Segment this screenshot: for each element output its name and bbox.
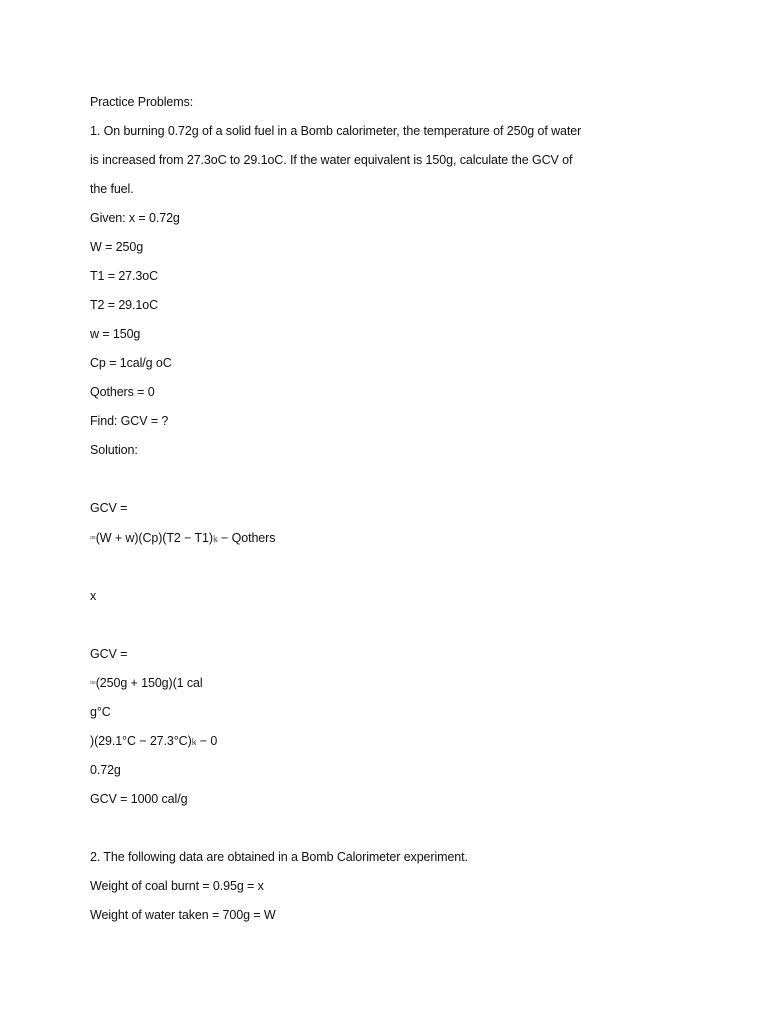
given-x: Given: x = 0.72g — [90, 211, 180, 225]
problem2-line1: 2. The following data are obtained in a Bomb Calorimeter experiment. — [90, 850, 468, 864]
formula-mid-glyph: ꝃ — [212, 533, 218, 544]
gcv-label-1: GCV = — [90, 501, 128, 515]
problem2-coal: Weight of coal burnt = 0.95g = x — [90, 879, 264, 893]
substitution-line-2: g°C — [90, 705, 111, 719]
formula-prefix-glyph: ꟹ — [90, 533, 96, 544]
given-w: w = 150g — [90, 327, 141, 341]
problem1-line1: 1. On burning 0.72g of a solid fuel in a Bomb calorimeter, the temperature of 250g of water — [90, 124, 582, 138]
heading: Practice Problems: — [90, 95, 194, 109]
formula-denominator: x — [90, 589, 97, 603]
problem1-line2: is increased from 27.3oC to 29.1oC. If the water equivalent is 150g, calculate the GCV of — [90, 153, 573, 167]
formula-suffix: − Qothers — [221, 531, 276, 545]
problem2-water: Weight of water taken = 700g = W — [90, 908, 276, 922]
given-T1: T1 = 27.3oC — [90, 269, 159, 283]
sub-line1-glyph: ꟹ — [90, 678, 96, 689]
given-W: W = 250g — [90, 240, 144, 254]
solution-label: Solution: — [90, 443, 138, 457]
sub-line3-suffix: − 0 — [199, 734, 218, 748]
sub-line3-glyph: ꝃ — [191, 736, 197, 747]
sub-line1-text: (250g + 150g)(1 cal — [95, 676, 203, 690]
gcv-formula — [90, 530, 275, 547]
gcv-label-2: GCV = — [90, 647, 128, 661]
substitution-denominator: 0.72g — [90, 763, 121, 777]
substitution-line-3 — [90, 733, 217, 750]
substitution-line-1 — [90, 675, 203, 692]
given-Cp: Cp = 1cal/g oC — [90, 356, 172, 370]
problem1-line3: the fuel. — [90, 182, 134, 196]
find-gcv: Find: GCV = ? — [90, 414, 169, 428]
gcv-result: GCV = 1000 cal/g — [90, 792, 188, 806]
sub-line3-main: )(29.1°C − 27.3°C) — [90, 734, 192, 748]
given-T2: T2 = 29.1oC — [90, 298, 159, 312]
given-Qothers: Qothers = 0 — [90, 385, 155, 399]
formula-main: (W + w)(Cp)(T2 − T1) — [95, 531, 213, 545]
